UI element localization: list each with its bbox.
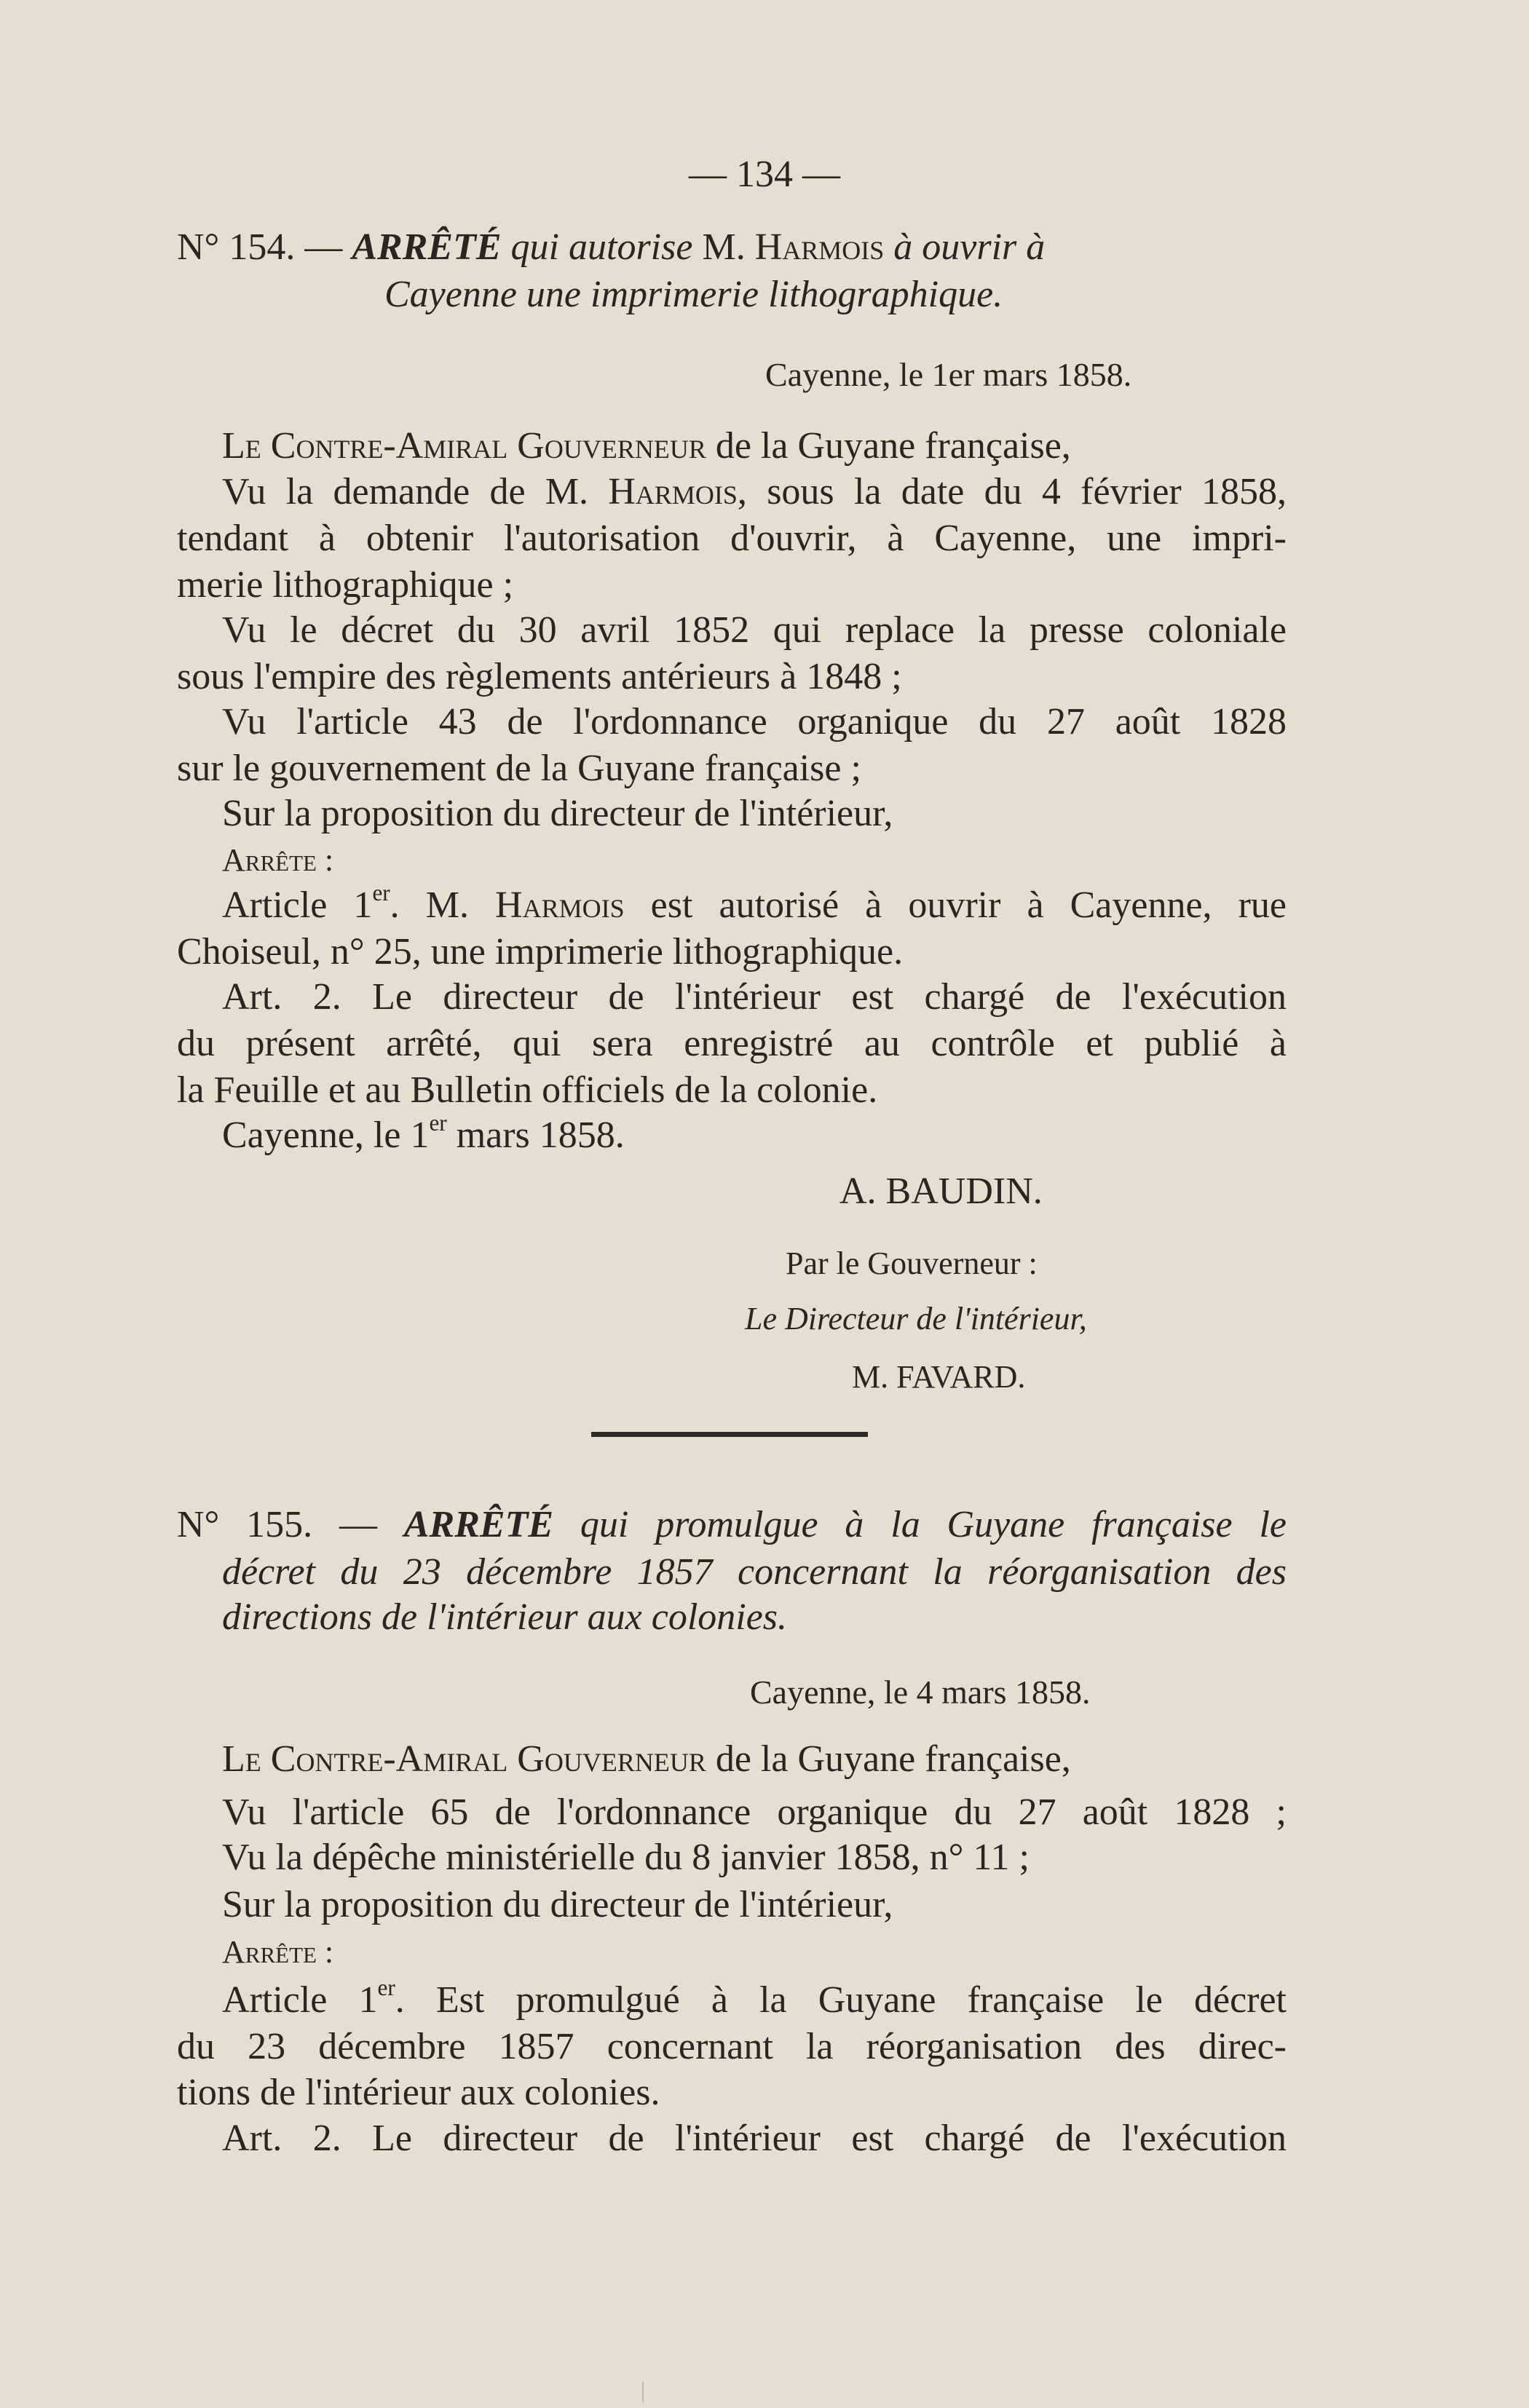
decree-154-art2-line3: la Feuille et au Bulletin officiels de la colonie. (177, 1069, 878, 1111)
decree-155-heading-line3: directions de l'intérieur aux colonies. (222, 1596, 788, 1638)
decree-155-art1-line2: du 23 décembre 1857 concernant la réorganisation des direc- (177, 2026, 1287, 2067)
person-name: Harmois (754, 226, 885, 268)
page-number: — 134 — (689, 154, 840, 195)
authority-rest: de la Guyane française, (706, 1738, 1071, 1780)
decree-number: N° 155. (177, 1504, 313, 1545)
title-text: qui autorise (501, 226, 703, 268)
title-text: à ouvrir à (884, 226, 1046, 268)
authority-rest: de la Guyane française, (706, 425, 1071, 467)
decree-154-vu1-line2: tendant à obtenir l'autorisation d'ouvrir, à Cayenne, une impri- (177, 518, 1287, 559)
title-text: qui promulgue à la Guyane française le (553, 1504, 1287, 1545)
authority: Le Contre-Amiral Gouverneur (222, 1738, 706, 1780)
decree-154-heading (177, 224, 1045, 271)
decree-155-heading (177, 1502, 1287, 1548)
decree-154-vu2-line2: sous l'empire des règlements antérieurs à 1848 ; (177, 656, 902, 697)
decree-154-vu2-line1: Vu le décret du 30 avril 1852 qui replace la presse coloniale (222, 609, 1287, 651)
person-name: Harmois (608, 471, 738, 512)
text: . M. (390, 884, 496, 926)
paper-blemish (642, 2382, 644, 2402)
decree-155-preamble-head (222, 1736, 1071, 1783)
decree-154-sur: Sur la proposition du directeur de l'intérieur, (222, 793, 893, 834)
decree-154-art2-line1: Art. 2. Le directeur de l'intérieur est chargé de l'exécution (222, 976, 1287, 1018)
text: Article 1 (222, 1979, 378, 2021)
decree-154-directeur: Le Directeur de l'intérieur, (745, 1301, 1087, 1336)
decree-154-vu1-line1 (222, 469, 1287, 515)
decree-155-dateline: Cayenne, le 4 mars 1858. (750, 1674, 1091, 1711)
decree-154-signature: A. BAUDIN. (839, 1171, 1043, 1212)
decree-154-heading-line2: Cayenne une imprimerie lithographique. (384, 274, 1003, 315)
text: est autorisé à ouvrir à Cayenne, rue (624, 884, 1287, 926)
dash: — (295, 226, 352, 268)
authority: Le Contre-Amiral Gouverneur (222, 425, 706, 467)
decree-154-par-le-gouverneur: Par le Gouverneur : (786, 1245, 1038, 1281)
superscript: er (429, 1110, 447, 1136)
section-divider (591, 1432, 868, 1437)
decree-154-art1-line1 (222, 882, 1287, 929)
decree-154-vu1-line3: merie lithographique ; (177, 564, 514, 606)
decree-154-art1-line2: Choiseul, n° 25, une imprimerie lithographique. (177, 931, 904, 973)
decree-number: N° 154. (177, 226, 296, 268)
decree-154-countersignature: M. FAVARD. (852, 1359, 1026, 1395)
text: Vu la demande de M. (222, 471, 609, 512)
decree-154-art2-line2: du présent arrêté, qui sera enregistré au contrôle et publié à (177, 1023, 1287, 1064)
decree-155-heading-line2: décret du 23 décembre 1857 concernant la réorganisation des (222, 1551, 1287, 1593)
decree-155-art1-line3: tions de l'intérieur aux colonies. (177, 2072, 660, 2113)
decree-155-vu1: Vu l'article 65 de l'ordonnance organique du 27 août 1828 ; (222, 1791, 1287, 1833)
decree-154-vu3-line1: Vu l'article 43 de l'ordonnance organique du 27 août 1828 (222, 701, 1287, 742)
superscript: er (372, 880, 390, 906)
arrete-keyword: ARRÊTÉ (403, 1504, 554, 1545)
decree-154-closing (222, 1112, 625, 1159)
decree-155-art2-line1: Art. 2. Le directeur de l'intérieur est chargé de l'exécution (222, 2118, 1287, 2159)
text: , sous la date du 4 février 1858, (737, 471, 1287, 512)
decree-154-dateline: Cayenne, le 1er mars 1858. (765, 356, 1132, 393)
decree-155-vu2: Vu la dépêche ministérielle du 8 janvier 1858, n° 11 ; (222, 1837, 1030, 1878)
decree-154-vu3-line2: sur le gouvernement de la Guyane française ; (177, 748, 861, 789)
text: Cayenne, le 1 (222, 1114, 430, 1156)
decree-155-sur: Sur la proposition du directeur de l'intérieur, (222, 1884, 893, 1925)
decree-154-arrete-label: Arrête : (222, 842, 334, 878)
decree-154-preamble-head (222, 423, 1071, 470)
text: . Est promulgué à la Guyane française le décret (395, 1979, 1287, 2021)
text: Article 1 (222, 884, 373, 926)
decree-155-arrete-label: Arrête : (222, 1934, 334, 1970)
arrete-keyword: ARRÊTÉ (352, 226, 502, 268)
superscript: er (377, 1975, 395, 2000)
decree-155-art1-line1 (222, 1977, 1287, 2024)
title-text: M. (702, 226, 755, 268)
person-name: Harmois (495, 884, 625, 926)
dash: — (312, 1504, 404, 1545)
text: mars 1858. (446, 1114, 625, 1156)
